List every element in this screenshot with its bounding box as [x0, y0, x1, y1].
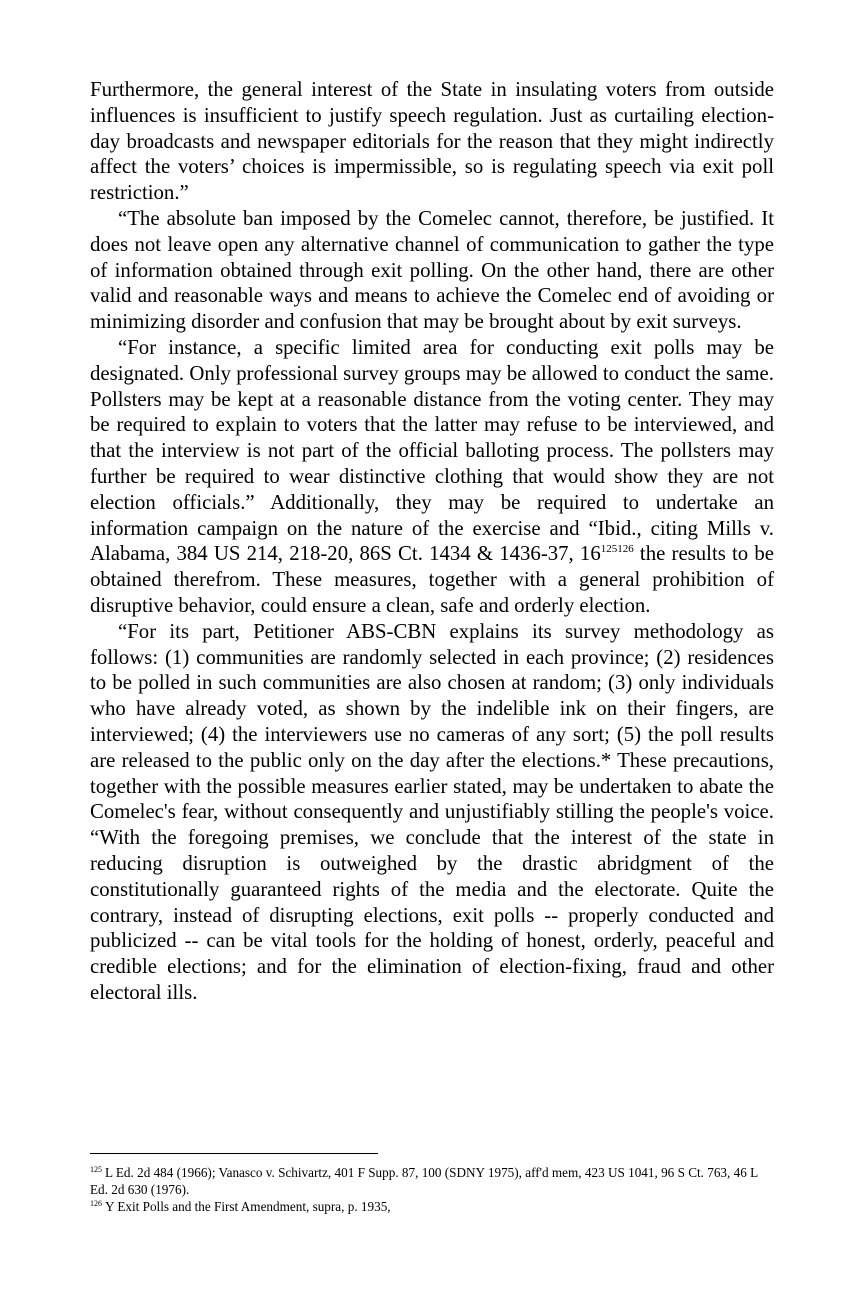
paragraph-1: Furthermore, the general interest of the State in insulating voters from outside influences is insufficient to justify speech regulation. Just as curtailing election-day broadcasts and newspaper editorials for the reason that they might indirectly affect the voters’ choices is impermissible, so is regulating speech via exit poll restriction.” [90, 78, 774, 205]
paragraph-3 [90, 335, 774, 619]
footnote-reference[interactable]: 125126 [600, 543, 634, 556]
footnote-separator [90, 1153, 378, 1154]
footnotes-section [90, 1164, 776, 1215]
footnote-text: L Ed. 2d 484 (1966); Vanasco v. Schivartz, 401 F Supp. 87, 100 (SDNY 1975), aff'd mem, 423 US 1041, 96 S Ct. 763, 46 L Ed. 2d 630 (1976). [90, 1165, 758, 1197]
paragraph-4: “For its part, Petitioner ABS-CBN explains its survey methodology as follows: (1) communities are randomly selected in each province; (2) residences to be polled in such communities are also chosen at random; (3) only individuals who have already voted, as shown by the indelible ink on their fingers, are interviewed; (4) the interviewers use no cameras of any sort; (5) the poll results are released to the public only on the day after the elections.* These precautions, together with the possible measures earlier stated, may be undertaken to abate the Comelec's fear, without consequently and unjustifiably stilling the people's voice. “With the foregoing premises, we conclude that the interest of the state in reducing disruption is outweighed by the drastic abridgment of the constitutionally guaranteed rights of the media and the electorate. Quite the contrary, instead of disrupting elections, exit polls -- properly conducted and publicized -- can be vital tools for the holding of honest, orderly, peaceful and credible elections; and for the elimination of election-fixing, fraud and other electoral ills. [90, 619, 774, 1004]
document-body [90, 77, 774, 1006]
footnote-125 [90, 1164, 776, 1198]
footnote-number: 126 [90, 1198, 102, 1208]
paragraph-3-text-b: the results to be obtained therefrom. These measures, together with a general prohibition of disruptive behavior, could ensure a clean, safe and orderly election. [90, 542, 774, 617]
paragraph-3-text-a: “For instance, a specific limited area for conducting exit polls may be designated. Only professional survey groups may be allowed to conduct the same. Pollsters may be kept at a reasonable distance from the voting center. They may be required to explain to voters that the latter may refuse to be interviewed, and that the interview is not part of the official balloting process. The pollsters may further be required to wear distinctive clothing that would show they are not election officials.” Additionally, they may be required to undertake an information campaign on the nature of the exercise and “Ibid., citing Mills v. Alabama, 384 US 214, 218-20, 86S Ct. 1434 & 1436-37, 16 [90, 335, 774, 566]
footnote-126 [90, 1198, 776, 1215]
footnote-text: Y Exit Polls and the First Amendment, supra, p. 1935, [105, 1199, 391, 1214]
footnote-number: 125 [90, 1164, 102, 1174]
paragraph-2: “The absolute ban imposed by the Comelec cannot, therefore, be justified. It does not leave open any alternative channel of communication to gather the type of information obtained through exit polling. On the other hand, there are other valid and reasonable ways and means to achieve the Comelec end of avoiding or minimizing disorder and confusion that may be brought about by exit surveys. [90, 206, 774, 334]
